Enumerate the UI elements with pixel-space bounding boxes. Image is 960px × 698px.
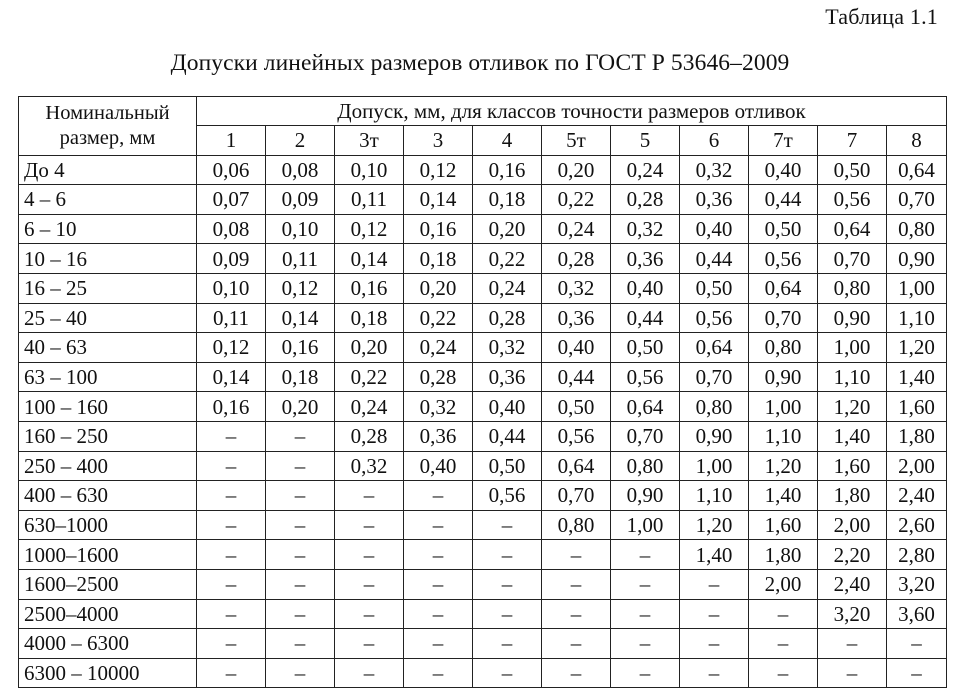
tolerance-cell: 0,07 <box>197 185 266 215</box>
table-row <box>19 629 947 659</box>
tolerance-cell: 0,40 <box>611 273 680 303</box>
tolerance-cell: 0,16 <box>335 273 404 303</box>
tolerance-cell: 0,22 <box>335 362 404 392</box>
tolerance-cell: 0,20 <box>266 392 335 422</box>
tolerance-cell: – <box>542 658 611 688</box>
tolerance-cell: – <box>335 540 404 570</box>
nominal-size-cell: 40 – 63 <box>19 333 197 363</box>
tolerance-cell: 0,10 <box>197 273 266 303</box>
tolerance-cell: 0,50 <box>542 392 611 422</box>
tolerance-cell: 1,20 <box>749 451 818 481</box>
table-row <box>19 214 947 244</box>
tolerance-cell: 0,18 <box>473 185 542 215</box>
class-header-cell: 2 <box>266 126 335 156</box>
tolerance-cell: 0,70 <box>749 303 818 333</box>
tolerance-cell: – <box>266 421 335 451</box>
table-caption: Допуски линейных размеров отливок по ГОСТ Р 53646–2009 <box>170 50 790 76</box>
tolerance-cell: 0,50 <box>611 333 680 363</box>
tolerance-cell: – <box>473 540 542 570</box>
tolerance-cell: – <box>197 510 266 540</box>
tolerance-cell: 0,90 <box>818 303 887 333</box>
tolerance-cell: 0,70 <box>887 185 947 215</box>
tolerance-cell: 0,10 <box>335 155 404 185</box>
tolerance-cell: – <box>335 481 404 511</box>
tolerance-cell: 0,32 <box>335 451 404 481</box>
header-row-1 <box>19 97 947 126</box>
tolerance-cell: 0,40 <box>680 214 749 244</box>
nominal-size-cell: 2500–4000 <box>19 599 197 629</box>
tolerance-cell: 0,28 <box>473 303 542 333</box>
tolerance-cell: 0,44 <box>611 303 680 333</box>
tolerance-cell: – <box>542 540 611 570</box>
nominal-size-header-line1: Номинальный <box>45 101 170 124</box>
tolerance-cell: 0,56 <box>680 303 749 333</box>
tolerance-cell: 1,00 <box>887 273 947 303</box>
tolerance-cell: 0,32 <box>542 273 611 303</box>
tolerance-cell: – <box>197 421 266 451</box>
tolerance-cell: – <box>473 510 542 540</box>
tolerance-cell: – <box>680 658 749 688</box>
tolerance-cell: 0,10 <box>266 214 335 244</box>
tolerance-table <box>18 96 947 688</box>
tolerance-cell: – <box>473 658 542 688</box>
tolerance-cell: – <box>266 510 335 540</box>
tolerance-cell: 0,56 <box>542 421 611 451</box>
class-header-cell: 7т <box>749 126 818 156</box>
tolerance-cell: 0,80 <box>887 214 947 244</box>
tolerance-cell: 1,40 <box>749 481 818 511</box>
tolerance-cell: 0,40 <box>473 392 542 422</box>
tolerance-cell: 0,12 <box>404 155 473 185</box>
tolerance-cell: – <box>404 510 473 540</box>
tolerance-cell: – <box>611 540 680 570</box>
tolerance-cell: 0,56 <box>749 244 818 274</box>
tolerance-cell: 0,90 <box>680 421 749 451</box>
tolerance-cell: – <box>266 451 335 481</box>
nominal-size-cell: 6 – 10 <box>19 214 197 244</box>
nominal-size-cell: 100 – 160 <box>19 392 197 422</box>
tolerance-cell: – <box>266 540 335 570</box>
tolerance-cell: – <box>404 481 473 511</box>
tolerance-cell: – <box>749 599 818 629</box>
tolerance-cell: 0,56 <box>818 185 887 215</box>
class-header-cell: 5 <box>611 126 680 156</box>
tolerance-cell: 0,18 <box>335 303 404 333</box>
tolerance-cell: 0,36 <box>542 303 611 333</box>
tolerance-cell: 0,24 <box>611 155 680 185</box>
tolerance-cell: – <box>266 481 335 511</box>
tolerance-cell: – <box>404 569 473 599</box>
class-header-cell: 3 <box>404 126 473 156</box>
tolerance-cell: 0,50 <box>818 155 887 185</box>
tolerance-cell: – <box>404 599 473 629</box>
tolerance-cell: 0,14 <box>404 185 473 215</box>
tolerance-cell: 0,18 <box>404 244 473 274</box>
nominal-size-cell: 4 – 6 <box>19 185 197 215</box>
tolerance-cell: – <box>749 658 818 688</box>
tolerance-cell: 0,18 <box>266 362 335 392</box>
tolerance-cell: 0,28 <box>611 185 680 215</box>
tolerance-cell: – <box>749 629 818 659</box>
tolerance-cell: – <box>473 569 542 599</box>
tolerance-cell: 0,14 <box>197 362 266 392</box>
tolerance-cell: 2,00 <box>887 451 947 481</box>
tolerance-cell: 1,20 <box>887 333 947 363</box>
tolerance-cell: 0,70 <box>611 421 680 451</box>
tolerance-cell: 0,14 <box>266 303 335 333</box>
tolerance-cell: – <box>887 629 947 659</box>
tolerance-cell: – <box>680 629 749 659</box>
table-row <box>19 362 947 392</box>
tolerance-cell: 0,40 <box>749 155 818 185</box>
tolerance-cell: 0,16 <box>404 214 473 244</box>
table-row <box>19 333 947 363</box>
tolerance-cell: 0,40 <box>542 333 611 363</box>
tolerance-cell: – <box>197 540 266 570</box>
tolerance-cell: 0,12 <box>266 273 335 303</box>
tolerance-cell: 0,11 <box>197 303 266 333</box>
tolerance-cell: – <box>197 451 266 481</box>
tolerance-cell: 0,20 <box>542 155 611 185</box>
tolerance-cell: – <box>611 599 680 629</box>
tolerance-cell: 1,80 <box>887 421 947 451</box>
tolerance-cell: 0,50 <box>680 273 749 303</box>
tolerance-cell: – <box>404 629 473 659</box>
nominal-size-cell: 1600–2500 <box>19 569 197 599</box>
tolerance-cell: – <box>266 658 335 688</box>
tolerance-cell: 1,80 <box>749 540 818 570</box>
tolerance-cell: 0,08 <box>266 155 335 185</box>
tolerance-cell: – <box>197 658 266 688</box>
tolerance-cell: – <box>197 629 266 659</box>
tolerance-cell: – <box>542 629 611 659</box>
tolerance-cell: – <box>887 658 947 688</box>
tolerance-cell: – <box>542 569 611 599</box>
table-number: Таблица 1.1 <box>825 4 938 29</box>
tolerance-cell: 0,28 <box>404 362 473 392</box>
tolerance-cell: 2,00 <box>818 510 887 540</box>
class-header-cell: 1 <box>197 126 266 156</box>
tolerance-cell: 1,10 <box>887 303 947 333</box>
tolerance-cell: 0,32 <box>404 392 473 422</box>
nominal-size-cell: До 4 <box>19 155 197 185</box>
tolerance-cell: 0,32 <box>680 155 749 185</box>
tolerance-cell: – <box>266 569 335 599</box>
nominal-size-header <box>19 97 197 156</box>
table-row <box>19 303 947 333</box>
tolerance-cell: 0,44 <box>680 244 749 274</box>
tolerance-cell: 0,32 <box>611 214 680 244</box>
tolerance-cell: 1,80 <box>818 481 887 511</box>
tolerance-cell: 0,32 <box>473 333 542 363</box>
table-row <box>19 185 947 215</box>
tolerance-cell: 1,20 <box>818 392 887 422</box>
tolerance-cell: 0,44 <box>749 185 818 215</box>
tolerance-cell: 0,28 <box>542 244 611 274</box>
tolerance-cell: – <box>473 629 542 659</box>
tolerance-cell: 1,10 <box>818 362 887 392</box>
tolerance-cell: 0,80 <box>542 510 611 540</box>
tolerance-cell: 0,90 <box>611 481 680 511</box>
nominal-size-cell: 25 – 40 <box>19 303 197 333</box>
table-row <box>19 510 947 540</box>
tolerance-cell: 0,20 <box>335 333 404 363</box>
tolerance-cell: 0,24 <box>404 333 473 363</box>
class-header-cell: 8 <box>887 126 947 156</box>
tolerance-cell: 1,60 <box>749 510 818 540</box>
tolerance-cell: – <box>404 540 473 570</box>
tolerance-cell: 0,50 <box>473 451 542 481</box>
tolerance-cell: 1,60 <box>818 451 887 481</box>
tolerance-cell: 0,06 <box>197 155 266 185</box>
tolerance-cell: 0,50 <box>749 214 818 244</box>
table-row <box>19 569 947 599</box>
tolerance-cell: 1,00 <box>749 392 818 422</box>
tolerance-cell: – <box>335 658 404 688</box>
nominal-size-cell: 630–1000 <box>19 510 197 540</box>
tolerance-cell: 0,70 <box>680 362 749 392</box>
tolerance-cell: 0,28 <box>335 421 404 451</box>
tolerance-group-header: Допуск, мм, для классов точности размеров отливок <box>197 97 947 126</box>
class-header-cell: 5т <box>542 126 611 156</box>
tolerance-cell: 1,00 <box>611 510 680 540</box>
tolerance-cell: – <box>335 599 404 629</box>
nominal-size-cell: 400 – 630 <box>19 481 197 511</box>
tolerance-cell: 0,44 <box>473 421 542 451</box>
tolerance-cell: 0,11 <box>266 244 335 274</box>
class-header-cell: 4 <box>473 126 542 156</box>
tolerance-cell: 0,16 <box>473 155 542 185</box>
table-row <box>19 481 947 511</box>
table-row <box>19 273 947 303</box>
tolerance-cell: 0,12 <box>197 333 266 363</box>
tolerance-cell: – <box>404 658 473 688</box>
tolerance-cell: 0,22 <box>404 303 473 333</box>
tolerance-cell: 0,56 <box>611 362 680 392</box>
tolerance-cell: – <box>542 599 611 629</box>
tolerance-cell: – <box>680 599 749 629</box>
tolerance-cell: 0,24 <box>335 392 404 422</box>
tolerance-cell: 0,40 <box>404 451 473 481</box>
table-row <box>19 392 947 422</box>
tolerance-cell: 0,20 <box>404 273 473 303</box>
tolerance-cell: 0,36 <box>473 362 542 392</box>
nominal-size-cell: 63 – 100 <box>19 362 197 392</box>
tolerance-cell: 0,36 <box>680 185 749 215</box>
tolerance-cell: 1,00 <box>818 333 887 363</box>
tolerance-cell: 2,40 <box>818 569 887 599</box>
class-header-cell: 6 <box>680 126 749 156</box>
tolerance-cell: 0,16 <box>266 333 335 363</box>
tolerance-cell: 1,10 <box>749 421 818 451</box>
tolerance-cell: – <box>680 569 749 599</box>
tolerance-cell: – <box>335 510 404 540</box>
nominal-size-cell: 4000 – 6300 <box>19 629 197 659</box>
tolerance-cell: 0,80 <box>611 451 680 481</box>
tolerance-cell: – <box>818 629 887 659</box>
tolerance-cell: – <box>197 569 266 599</box>
tolerance-cell: – <box>611 629 680 659</box>
tolerance-cell: 0,70 <box>542 481 611 511</box>
tolerance-cell: 0,56 <box>473 481 542 511</box>
table-row <box>19 155 947 185</box>
tolerance-cell: 0,44 <box>542 362 611 392</box>
tolerance-cell: 3,20 <box>818 599 887 629</box>
nominal-size-cell: 10 – 16 <box>19 244 197 274</box>
tolerance-cell: 0,22 <box>473 244 542 274</box>
tolerance-cell: 0,20 <box>473 214 542 244</box>
tolerance-cell: 1,40 <box>887 362 947 392</box>
table-body <box>19 155 947 688</box>
nominal-size-cell: 16 – 25 <box>19 273 197 303</box>
tolerance-cell: – <box>266 599 335 629</box>
tolerance-cell: 0,22 <box>542 185 611 215</box>
table-row <box>19 599 947 629</box>
table-row <box>19 244 947 274</box>
tolerance-cell: – <box>611 658 680 688</box>
table-row <box>19 451 947 481</box>
table-row <box>19 540 947 570</box>
tolerance-cell: 0,36 <box>404 421 473 451</box>
nominal-size-cell: 160 – 250 <box>19 421 197 451</box>
tolerance-cell: 0,64 <box>818 214 887 244</box>
tolerance-cell: 2,00 <box>749 569 818 599</box>
tolerance-cell: 1,00 <box>680 451 749 481</box>
nominal-size-cell: 250 – 400 <box>19 451 197 481</box>
tolerance-cell: 1,20 <box>680 510 749 540</box>
tolerance-cell: 0,64 <box>611 392 680 422</box>
tolerance-cell: 0,09 <box>266 185 335 215</box>
tolerance-cell: 2,80 <box>887 540 947 570</box>
nominal-size-header-line2: размер, мм <box>59 126 156 149</box>
tolerance-cell: – <box>335 629 404 659</box>
tolerance-cell: 2,60 <box>887 510 947 540</box>
tolerance-cell: 0,14 <box>335 244 404 274</box>
tolerance-cell: 3,60 <box>887 599 947 629</box>
tolerance-cell: 3,20 <box>887 569 947 599</box>
class-header-cell: 3т <box>335 126 404 156</box>
tolerance-cell: – <box>818 658 887 688</box>
tolerance-cell: 0,09 <box>197 244 266 274</box>
tolerance-cell: 0,11 <box>335 185 404 215</box>
tolerance-cell: 0,64 <box>680 333 749 363</box>
tolerance-cell: 1,60 <box>887 392 947 422</box>
tolerance-cell: 2,40 <box>887 481 947 511</box>
tolerance-cell: – <box>197 599 266 629</box>
tolerance-cell: 0,24 <box>542 214 611 244</box>
tolerance-cell: 0,64 <box>887 155 947 185</box>
tolerance-cell: 0,70 <box>818 244 887 274</box>
tolerance-cell: 0,80 <box>680 392 749 422</box>
tolerance-cell: 0,64 <box>542 451 611 481</box>
tolerance-cell: – <box>197 481 266 511</box>
class-header-cell: 7 <box>818 126 887 156</box>
tolerance-cell: 2,20 <box>818 540 887 570</box>
tolerance-cell: – <box>611 569 680 599</box>
tolerance-cell: – <box>335 569 404 599</box>
tolerance-cell: 0,12 <box>335 214 404 244</box>
tolerance-cell: 0,80 <box>749 333 818 363</box>
tolerance-cell: 0,36 <box>611 244 680 274</box>
tolerance-cell: 0,08 <box>197 214 266 244</box>
tolerance-cell: 0,24 <box>473 273 542 303</box>
tolerance-cell: 0,90 <box>887 244 947 274</box>
tolerance-cell: 1,10 <box>680 481 749 511</box>
table-row <box>19 658 947 688</box>
tolerance-cell: 0,64 <box>749 273 818 303</box>
tolerance-cell: – <box>266 629 335 659</box>
tolerance-cell: – <box>473 599 542 629</box>
tolerance-cell: 1,40 <box>818 421 887 451</box>
tolerance-cell: 0,80 <box>818 273 887 303</box>
tolerance-cell: 0,90 <box>749 362 818 392</box>
tolerance-cell: 0,16 <box>197 392 266 422</box>
nominal-size-cell: 1000–1600 <box>19 540 197 570</box>
nominal-size-cell: 6300 – 10000 <box>19 658 197 688</box>
table-row <box>19 421 947 451</box>
tolerance-cell: 1,40 <box>680 540 749 570</box>
